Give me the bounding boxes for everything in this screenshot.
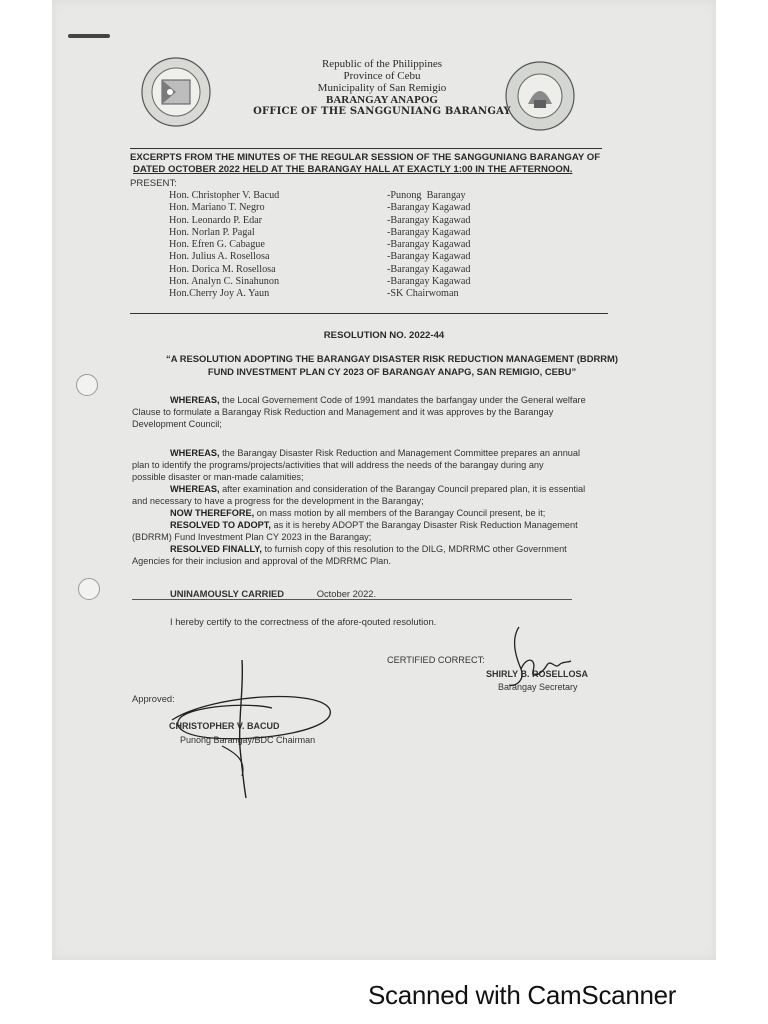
scanned-page xyxy=(52,0,716,960)
member-role: -Barangay Kagawad xyxy=(387,251,471,263)
camscanner-watermark: Scanned with CamScanner xyxy=(368,980,677,1010)
member-role: -Barangay Kagawad xyxy=(387,276,471,288)
paragraph-text: and necessary to have a progress for the development in the Barangay; xyxy=(132,496,424,506)
keyword: WHEREAS, xyxy=(170,448,220,458)
resolution-number: RESOLUTION NO. 2022-44 xyxy=(323,330,445,341)
paragraph-text: Development Council; xyxy=(132,419,222,429)
certified-correct-label: CERTIFIED CORRECT: xyxy=(387,655,485,665)
header-line-2: Province of Cebu xyxy=(343,70,421,82)
member-role: -Barangay Kagawad xyxy=(387,239,471,251)
keyword: WHEREAS, xyxy=(170,395,220,405)
secretary-signature xyxy=(497,625,577,695)
keyword: RESOLVED FINALLY, xyxy=(170,544,262,554)
member-name: Hon. Analyn C. Sinahunon xyxy=(169,276,280,288)
letterhead xyxy=(222,58,542,118)
header-line-4: BARANGAY ANAPOG xyxy=(326,94,438,106)
carried-line xyxy=(132,588,572,599)
pen-mark xyxy=(68,34,110,38)
chairman-signature xyxy=(152,658,342,803)
resolved-finally-paragraph xyxy=(132,543,632,567)
member-names xyxy=(169,190,279,301)
member-name: Hon. Efren G. Cabague xyxy=(169,239,265,251)
member-roles xyxy=(387,190,470,301)
paragraph-text: (BDRRM) Fund Investment Plan CY 2023 in the Barangay; xyxy=(132,532,372,542)
paragraph-text: the Local Governement Code of 1991 mandates the barfangay under the General welfare xyxy=(219,395,586,405)
member-name: Hon. Norlan P. Pagal xyxy=(169,226,255,238)
chairman-name: CHRISTOPHER V. BACUD xyxy=(169,721,280,731)
paragraph-text: on mass motion by all members of the Barangay Council present, be it; xyxy=(254,508,546,518)
resolution-title xyxy=(162,352,622,378)
member-name: Hon. Julius A. Rosellosa xyxy=(169,251,270,263)
punch-hole xyxy=(76,374,98,396)
whereas-paragraph-1 xyxy=(132,394,632,430)
excerpt-line-1: EXCERPTS FROM THE MINUTES OF THE REGULAR SESSION OF THE SANGGUNIANG BARANGAY OF xyxy=(130,152,601,163)
chairman-title: Punong Barangay/BDC Chairman xyxy=(180,735,316,745)
carried-text: UNINAMOUSLY CARRIED xyxy=(170,588,285,599)
member-name: Hon. Dorica M. Rosellosa xyxy=(169,263,276,275)
member-role: -Barangay Kagawad xyxy=(387,226,471,238)
keyword: NOW THEREFORE, xyxy=(170,508,255,518)
member-role: -SK Chairwoman xyxy=(387,288,459,300)
carried-rule xyxy=(132,599,572,600)
punch-hole xyxy=(78,578,100,600)
now-therefore-paragraph xyxy=(132,507,632,519)
certify-statement: I hereby certify to the correctness of the afore-qouted resolution. xyxy=(170,616,437,627)
paragraph-text: to furnish copy of this resolution to the DILG, MDRRMC other Government xyxy=(261,544,567,554)
header-line-3: Municipality of San Remigio xyxy=(317,82,447,94)
member-name: Hon. Leonardo P. Edar xyxy=(169,214,263,226)
member-name: Hon. Christopher V. Bacud xyxy=(169,190,280,201)
paragraph-text: as it is hereby ADOPT the Barangay Disaster Risk Reduction Management xyxy=(270,520,578,530)
paragraph-text: Clause to formulate a Barangay Risk Reduction and Management and it was approves by the Barangay xyxy=(132,407,554,417)
whereas-paragraph-3 xyxy=(132,483,632,507)
present-label: PRESENT: xyxy=(130,178,177,189)
approved-label: Approved: xyxy=(132,693,175,704)
member-name: Hon.Cherry Joy A. Yaun xyxy=(169,288,270,300)
resolved-to-adopt-paragraph xyxy=(132,519,632,543)
keyword: RESOLVED TO ADOPT, xyxy=(170,520,271,530)
secretary-title: Barangay Secretary xyxy=(498,682,578,692)
header-line-5: OFFICE OF THE SANGGUNIANG BARANGAY xyxy=(253,106,511,117)
paragraph-text: the Barangay Disaster Risk Reduction and Management Committee prepares an annual xyxy=(219,448,581,458)
keyword: WHEREAS, xyxy=(170,484,220,494)
header-rule xyxy=(130,148,602,149)
members-rule xyxy=(130,313,608,314)
member-role: -Barangay Kagawad xyxy=(387,202,471,214)
excerpt-heading xyxy=(130,152,650,176)
resolution-title-line-2: FUND INVESTMENT PLAN CY 2023 OF BARANGAY ANAPG, SAN REMIGIO, CEBU” xyxy=(207,366,577,377)
member-name: Hon. Mariano T. Negro xyxy=(169,202,265,214)
member-role: -Barangay Kagawad xyxy=(387,263,471,275)
member-role: -Punong Barangay xyxy=(387,190,466,201)
paragraph-text: plan to identify the programs/projects/activities that will address the needs of the barangay during any xyxy=(132,460,544,470)
whereas-paragraph-2 xyxy=(132,447,632,483)
paragraph-text: possible disaster or man-made calamities; xyxy=(132,472,304,482)
barangay-seal-logo xyxy=(140,56,212,128)
member-role: -Barangay Kagawad xyxy=(387,214,471,226)
secretary-name: SHIRLY B. ROSELLOSA xyxy=(486,669,589,679)
paragraph-text: Agencies for their inclusion and approval of the MDRRMC Plan. xyxy=(132,556,391,566)
paragraph-text: after examination and consideration of the Barangay Council prepared plan, it is essential xyxy=(219,484,586,494)
excerpt-line-2: DATED OCTOBER 2022 HELD AT THE BARANGAY HALL AT EXACTLY 1:00 IN THE AFTERNOON. xyxy=(133,164,573,175)
carried-date: October 2022. xyxy=(316,588,377,599)
resolution-title-line-1: “A RESOLUTION ADOPTING THE BARANGAY DISASTER RISK REDUCTION MANAGEMENT (BDRRM) xyxy=(166,353,618,364)
header-line-1: Republic of the Philippines xyxy=(321,58,443,70)
